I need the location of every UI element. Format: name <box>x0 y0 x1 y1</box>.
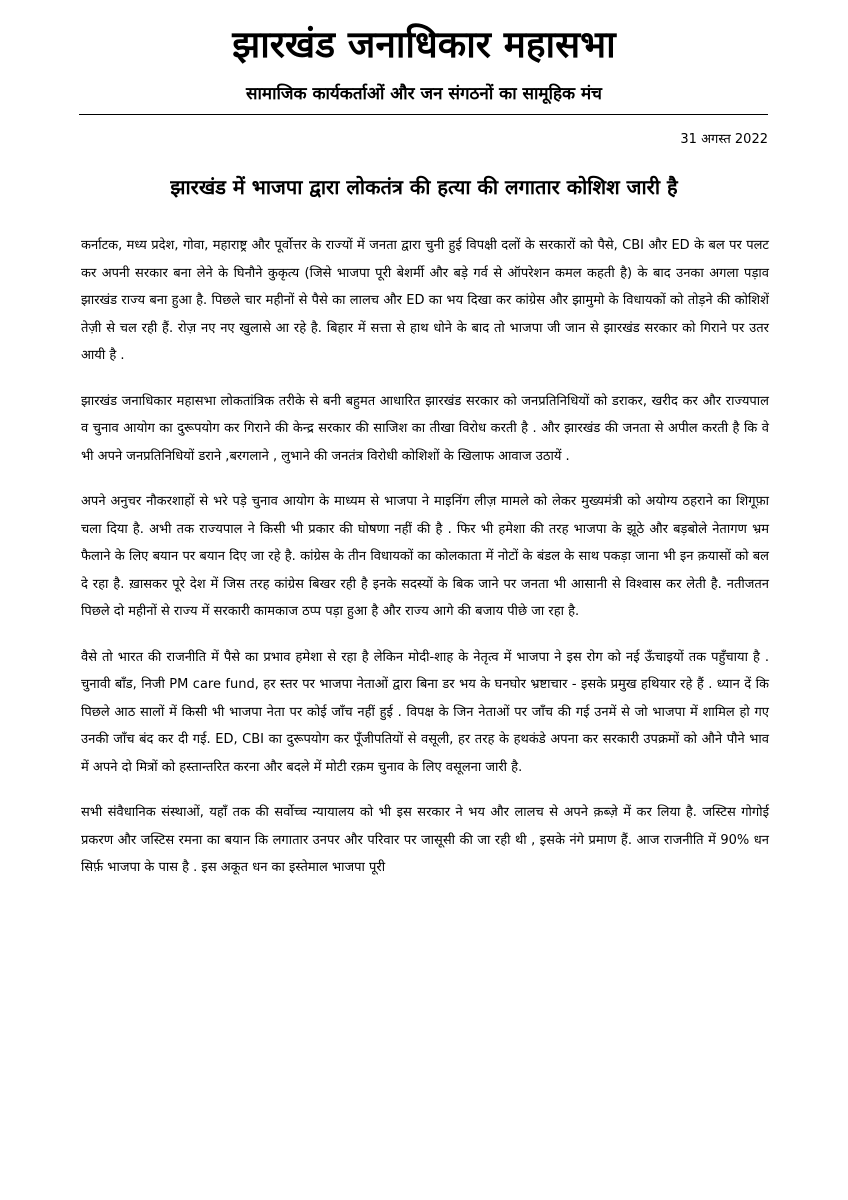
paragraph: अपने अनुचर नौकरशाहों से भरे पड़े चुनाव आयोग के माध्यम से भाजपा ने माइनिंग लीज़ मामले को लेकर मुख्यमंत्री को अयोग्य ठहराने का शिगूफ़ा चला दिया है. अभी तक राज्यपाल ने किसी भी प्रकार की घोषणा नहीं की है . फिर भी हमेशा की तरह भाजपा के झूठे और बड़बोले नेतागण भ्रम फैलाने के लिए बयान पर बयान दिए जा रहे है. कांग्रेस के तीन विधायकों का कोलकाता में नोटों के बंडल के साथ पकड़ा जाना भी इन क़यासों को बल दे रहा है. ख़ासकर पूरे देश में जिस तरह कांग्रेस बिखर रही है इनके सदस्यों के बिक जाने पर जनता भी आसानी से विश्वास कर लेती है. नतीजतन पिछले दो महीनों से राज्य में सरकारी कामकाज ठप्प पड़ा हुआ है और राज्य आगे की बजाय पीछे जा रहा है. <box>81 494 769 619</box>
paragraph: कर्नाटक, मध्य प्रदेश, गोवा, महाराष्ट्र और पूर्वोत्तर के राज्यों में जनता द्वारा चुनी हुई विपक्षी दलों के सरकारों को पैसे, CBI और ED के बल पर पलट कर अपनी सरकार बना लेने के घिनौने कुकृत्य (जिसे भाजपा पूरी बेशर्मी और बड़े गर्व से ऑपरेशन कमल कहती है) के बाद उनका अगला पड़ाव झारखंड राज्य बना हुआ है. पिछले चार महीनों से पैसे का लालच और ED का भय दिखा कर कांग्रेस और झामुमो के विधायकों को तोड़ने की कोशिशें तेज़ी से चल रही हैं. रोज़ नए नए खुलासे आ रहे है. बिहार में सत्ता से हाथ धोने के बाद तो भाजपा जी जान से झारखंड सरकार को गिराने पर उतर आयी है . <box>81 238 769 363</box>
organization-tagline: सामाजिक कार्यकर्ताओं और जन संगठनों का सामूहिक मंच <box>246 84 602 104</box>
paragraph: सभी संवैधानिक संस्थाओं, यहाँ तक की सर्वोच्च न्यायालय को भी इस सरकार ने भय और लालच से अपने क़ब्ज़े में कर लिया है. जस्टिस गोगोई प्रकरण और जस्टिस रमना का बयान कि लगातार उनपर और परिवार पर जासूसी की जा रही थी , इसके नंगे प्रमाण हैं. आज राजनीति में 90% धन सिर्फ़ भाजपा के पास है . इस अकूत धन का इस्तेमाल भाजपा पूरी <box>81 805 769 875</box>
paragraph: झारखंड जनाधिकार महासभा लोकतांत्रिक तरीके से बनी बहुमत आधारित झारखंड सरकार को जनप्रतिनिधियों को डराकर, खरीद कर और राज्यपाल व चुनाव आयोग का दुरूपयोग कर गिराने की केन्द्र सरकार की साजिश का तीखा विरोध करती है . और झारखंड की जनता से अपील करती है कि वे भी अपने जनप्रतिनिधियों डराने ,बरगलाने , लुभाने की जनतंत्र विरोधी कोशिशों के खिलाफ आवाज उठायें . <box>81 393 769 464</box>
document-date: 31 अगस्त 2022 <box>680 132 768 147</box>
document-body <box>81 232 769 900</box>
organization-title: झारखंड जनाधिकार महासभा <box>232 23 616 66</box>
document-headline: झारखंड में भाजपा द्वारा लोकतंत्र की हत्या की लगातार कोशिश जारी है <box>170 175 678 199</box>
header-divider <box>79 114 768 115</box>
paragraph: वैसे तो भारत की राजनीति में पैसे का प्रभाव हमेशा से रहा है लेकिन मोदी-शाह के नेतृत्व में भाजपा ने इस रोग को नई ऊँचाइयों तक पहुँचाया है . चुनावी बॉंड, निजी PM care fund, हर स्तर पर भाजपा नेताओं द्वारा बिना डर भय के घनघोर भ्रष्टाचार - इसके प्रमुख हथियार रहे हैं . ध्यान दें कि पिछले आठ सालों में किसी भी भाजपा नेता पर कोई जाँच नहीं हुई . विपक्ष के जिन नेताओं पर जाँच की गई उनमें से जो भाजपा में शामिल हो गए उनकी जाँच बंद कर दी गई. ED, CBI का दुरूपयोग कर पूँजीपतियों से वसूली, हर तरह के हथकंडे अपना कर सरकारी उपक्रमों को औने पौने भाव में अपने दो मित्रों को हस्तान्तरित करना और बदले में मोटी रक़म चुनाव के लिए वसूलना जारी है. <box>81 649 769 775</box>
